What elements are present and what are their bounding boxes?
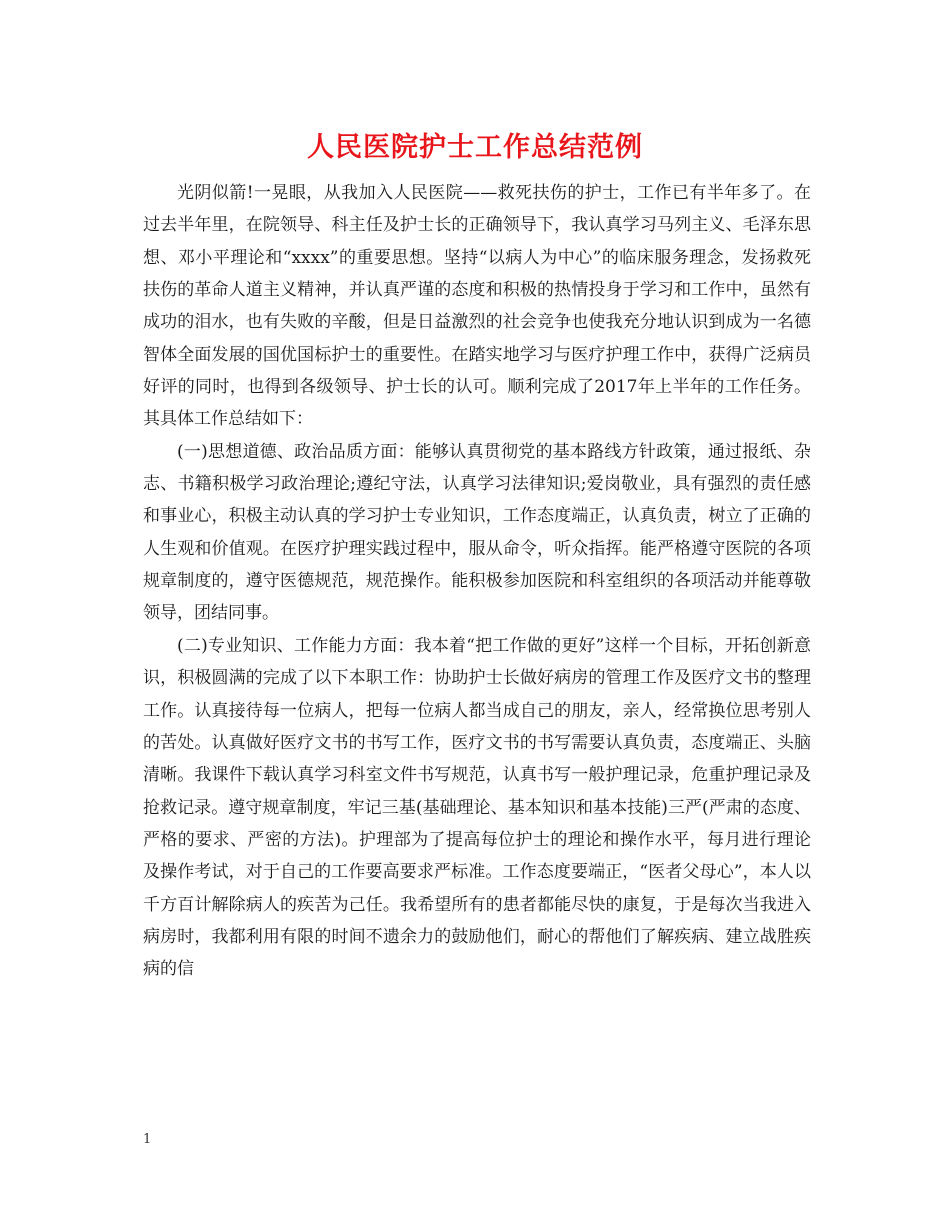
paragraph-section-2: (二)专业知识、工作能力方面：我本着“把工作做的更好”这样一个目标，开拓创新意识，积极圆满的完成了以下本职工作：协助护士长做好病房的管理工作及医疗文书的整理工作。认真接待每一位病人，把每一位病人都当成自己的朋友，亲人，经常换位思考别人的苦处。认真做好医疗文书的书写工作，医疗文书的书写需要认真负责，态度端正、头脑清晰。我课件下载认真学习科室文件书写规范，认真书写一般护理记录，危重护理记录及抢救记录。遵守规章制度，牢记三基(基础理论、基本知识和基本技能)三严(严肃的态度、严格的要求、严密的方法)。护理部为了提高每位护士的理论和操作水平，每月进行理论及操作考试，对于自己的工作要高要求严标准。工作态度要端正，“医者父母心”，本人以千方百计解除病人的疾苦为己任。我希望所有的患者都能尽快的康复，于是每次当我进入病房时，我都利用有限的时间不遗余力的鼓励他们，耐心的帮他们了解疾病、建立战胜疾病的信 <box>143 635 811 980</box>
page-number: 1 <box>143 1132 152 1147</box>
document-title: 人民医院护士工作总结范例 <box>307 132 643 163</box>
paragraph-intro: 光阴似箭!一晃眼，从我加入人民医院——救死扶伤的护士，工作已有半年多了。在过去半年里，在院领导、科主任及护士长的正确领导下，我认真学习马列主义、毛泽东思想、邓小平理论和“xxxx”的重要思想。坚持“以病人为中心”的临床服务理念，发扬救死扶伤的革命人道主义精神，并认真严谨的态度和积极的热情投身于学习和工作中，虽然有成功的泪水，也有失败的辛酸，但是日益激烈的社会竞争也使我充分地认识到成为一名德智体全面发展的国优国标护士的重要性。在踏实地学习与医疗护理工作中，获得广泛病员好评的同时，也得到各级领导、护士长的认可。顺利完成了2017年上半年的工作任务。其具体工作总结如下： <box>143 183 811 430</box>
document-body <box>143 177 811 986</box>
paragraph-section-1: (一)思想道德、政治品质方面：能够认真贯彻党的基本路线方针政策，通过报纸、杂志、书籍积极学习政治理论;遵纪守法，认真学习法律知识;爱岗敬业，具有强烈的责任感和事业心，积极主动认真的学习护士专业知识，工作态度端正，认真负责，树立了正确的人生观和价值观。在医疗护理实践过程中，服从命令，听众指挥。能严格遵守医院的各项规章制度的，遵守医德规范，规范操作。能积极参加医院和科室组织的各项活动并能尊敬领导，团结同事。 <box>143 441 811 624</box>
